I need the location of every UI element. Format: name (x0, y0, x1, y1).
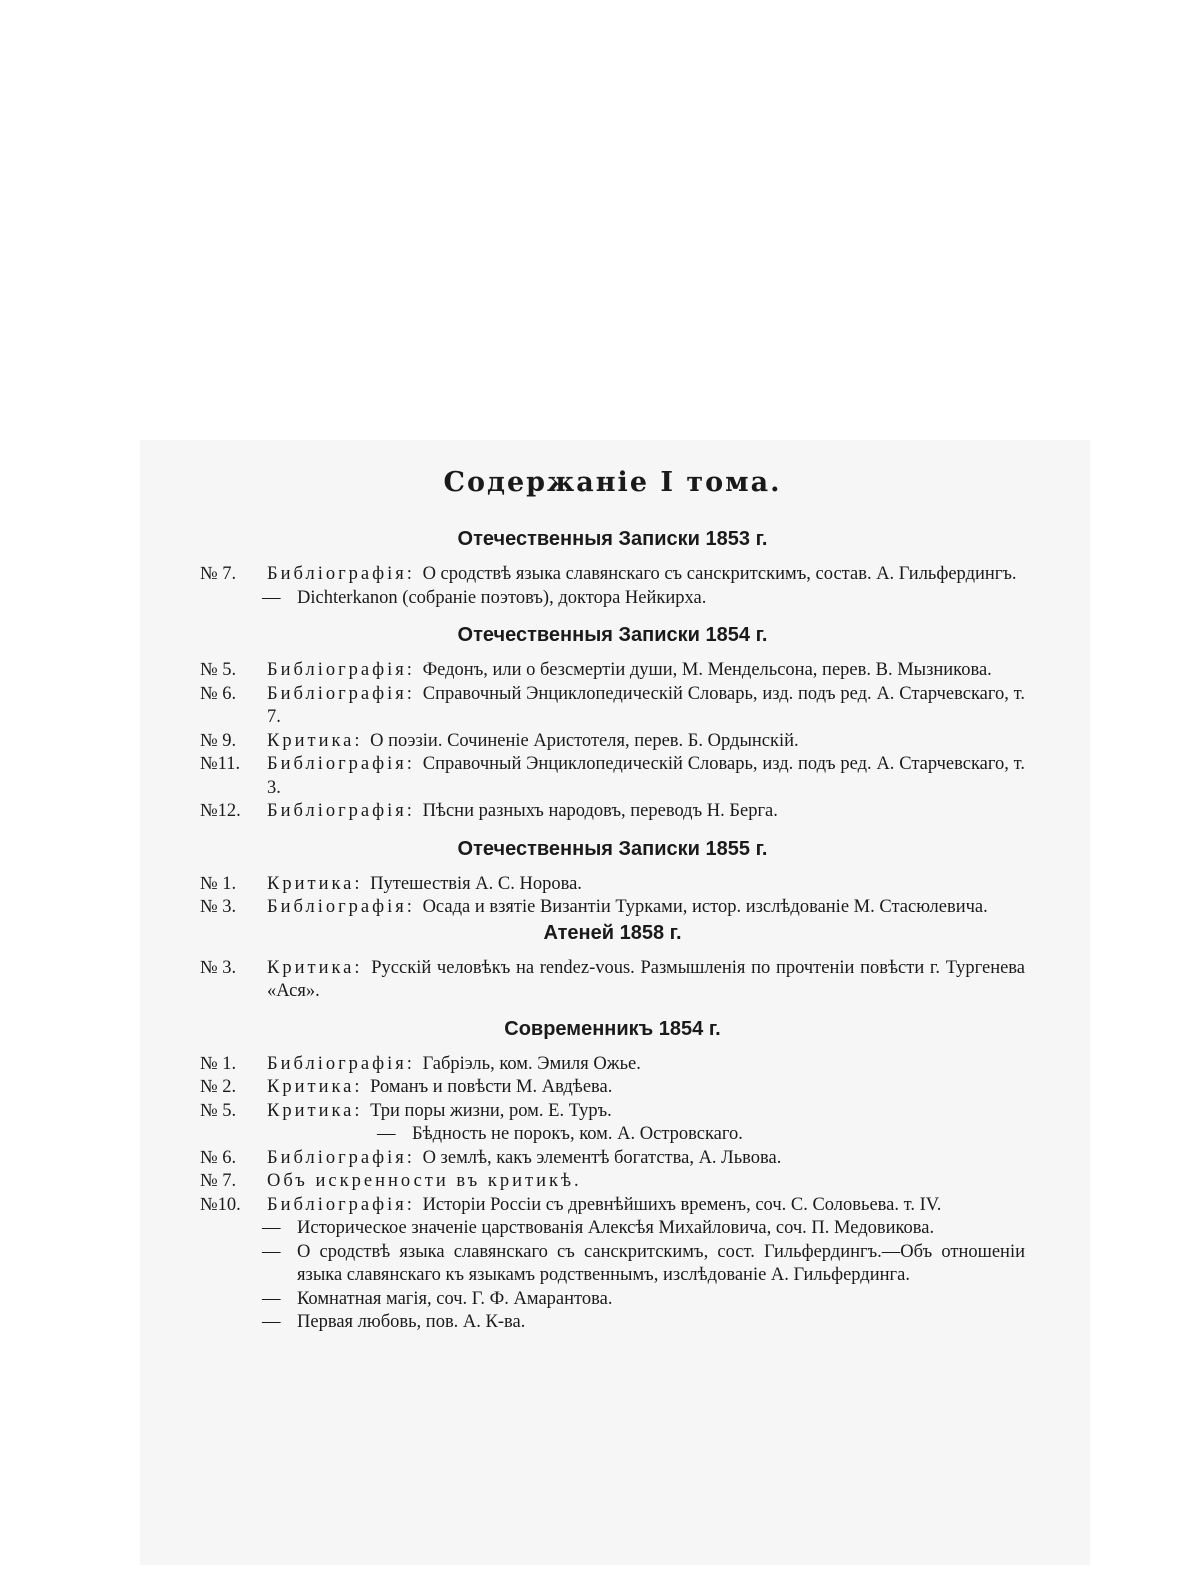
entry-text: Федонъ, или о безсмертіи души, М. Мендельсона, перев. В. Мызникова. (422, 660, 992, 680)
sub-item: — Бѣдность не порокъ, ком. А. Островскаго. (377, 1124, 743, 1144)
entry-text: Исторіи Россіи съ древнѣйшихъ временъ, соч. С. Соловьева. т. IV. (422, 1194, 942, 1215)
rubric: Библіографія: (267, 897, 415, 917)
list-item (200, 683, 1025, 730)
rubric: Библіографія: (267, 1053, 415, 1074)
rubric: Критика: (267, 1100, 363, 1121)
entry-text: Романъ и повѣсти М. Авдѣева. (370, 1077, 613, 1097)
sub-item-text: Первая любовь, пов. А. К-ва. (297, 1312, 526, 1332)
issue-number: № 2. (200, 1077, 237, 1097)
section-otech-zapiski-1853 (200, 528, 1025, 610)
issue-number: № 1. (200, 873, 237, 894)
list-item (200, 896, 1025, 920)
sub-item: — Историческое значеніе царствованія Алексѣя Михайловича, соч. П. Медовикова. (262, 1218, 935, 1238)
issue-number: № 9. (200, 730, 237, 751)
section-ateney-1858 (200, 922, 1025, 1004)
list-item (200, 1170, 1025, 1194)
sub-item-text: Dichterkanon (собраніе поэтовъ), доктора Нейкирха. (297, 587, 707, 608)
sub-item: — Комнатная магія, соч. Г. Ф. Амарантова. (262, 1288, 613, 1309)
entry-text: О землѣ, какъ элементѣ богатства, А. Львова. (422, 1147, 782, 1168)
sub-item-text: Бѣдность не порокъ, ком. А. Островскаго. (412, 1124, 743, 1144)
rubric: Критика: (267, 873, 363, 894)
issue-number: № 7. (200, 1171, 237, 1191)
section-title: Отечественныя Записки 1855 г. (457, 837, 768, 860)
list-item (200, 1053, 1025, 1077)
list-item (200, 730, 1025, 754)
section-sovremennik-1854 (200, 1018, 1025, 1335)
entry-text: О поэзіи. Сочиненіе Аристотеля, перев. Б. Ордынскій. (370, 730, 799, 751)
rubric: Объ искренности въ критикѣ. (267, 1171, 582, 1191)
list-item (200, 659, 1025, 683)
entry-text: Справочный Энциклопедическій Словарь, изд. подъ ред. А. Старчевскаго, т. 3. (267, 754, 1026, 798)
section-title: Отечественныя Записки 1853 г. (457, 528, 768, 550)
section-title: Отечественныя Записки 1854 г. (457, 624, 768, 646)
list-item (200, 800, 1025, 824)
entry-text: Пѣсни разныхъ народовъ, переводъ Н. Берга. (422, 801, 778, 821)
entry-text: Осада и взятіе Византіи Турками, истор. изслѣдованіе М. Стасюлевича. (422, 897, 988, 917)
issue-number: № 5. (200, 1100, 237, 1121)
list-item (200, 1100, 1025, 1124)
list-item (200, 1076, 1025, 1100)
section-title: Атеней 1858 г. (543, 921, 682, 944)
rubric: Критика: (267, 730, 363, 751)
list-item (200, 957, 1025, 1004)
sub-item: — Dichterkanon (собраніе поэтовъ), доктора Нейкирха. (262, 587, 707, 608)
rubric: Библіографія: (267, 1194, 415, 1215)
sub-item-text: Комнатная магія, соч. Г. Ф. Амарантова. (297, 1288, 613, 1309)
rubric: Библіографія: (267, 1147, 415, 1168)
issue-number: №10. (200, 1194, 241, 1215)
table-of-contents (200, 467, 1025, 1349)
issue-number: № 6. (200, 1147, 237, 1168)
rubric: Библіографія: (267, 564, 415, 584)
rubric: Библіографія: (267, 683, 415, 704)
rubric: Библіографія: (267, 754, 415, 774)
entry-text: О сродствѣ языка славянскаго съ санскритскимъ, состав. А. Гильфердингъ. (422, 564, 1017, 584)
entry-text: Три поры жизни, ром. Е. Туръ. (370, 1100, 612, 1121)
list-item (200, 1147, 1025, 1171)
entry-text: Русскій человѣкъ на rendez-vous. Размышленія по прочтеніи повѣсти г. Тургенева «Ася». (267, 957, 1026, 1001)
section-otech-zapiski-1854 (200, 624, 1025, 824)
issue-number: № 6. (200, 683, 237, 704)
sub-item: — О сродствѣ языка славянскаго съ санскритскимъ, сост. Гильфердингъ.—Объ отношеніи языка славянскаго къ языкамъ родственнымъ, изслѣдованіе А. Гильфердинга. (262, 1241, 1025, 1285)
sub-item-text: Историческое значеніе царствованія Алексѣя Михайловича, соч. П. Медовикова. (297, 1218, 935, 1238)
page-title: Содержаніе I тома. (443, 467, 782, 498)
section-otech-zapiski-1855 (200, 838, 1025, 920)
issue-number: № 1. (200, 1053, 237, 1074)
list-item (200, 563, 1025, 587)
issue-number: № 3. (200, 957, 237, 978)
issue-number: № 5. (200, 660, 237, 680)
list-item (200, 873, 1025, 897)
list-item (200, 1194, 1025, 1218)
entry-text: Габріэль, ком. Эмиля Ожье. (422, 1053, 641, 1074)
issue-number: №12. (200, 801, 241, 821)
entry-text: Путешествія А. С. Норова. (370, 873, 582, 894)
issue-number: № 7. (200, 564, 237, 584)
rubric: Критика: (267, 957, 363, 978)
sub-item-text: О сродствѣ языка славянскаго съ санскритскимъ, сост. Гильфердингъ.—Объ отношеніи языка славянскаго къ языкамъ родственнымъ, изслѣдованіе А. Гильфердинга. (297, 1241, 1025, 1285)
list-item (200, 753, 1025, 800)
issue-number: №11. (200, 754, 241, 774)
issue-number: № 3. (200, 897, 237, 917)
sub-item: — Первая любовь, пов. А. К-ва. (262, 1312, 526, 1332)
rubric: Библіографія: (267, 801, 415, 821)
section-title: Современникъ 1854 г. (504, 1017, 721, 1040)
rubric: Библіографія: (267, 660, 415, 680)
entry-text: Справочный Энциклопедическій Словарь, изд. подъ ред. А. Старчевскаго, т. 7. (267, 683, 1026, 727)
rubric: Критика: (267, 1077, 363, 1097)
